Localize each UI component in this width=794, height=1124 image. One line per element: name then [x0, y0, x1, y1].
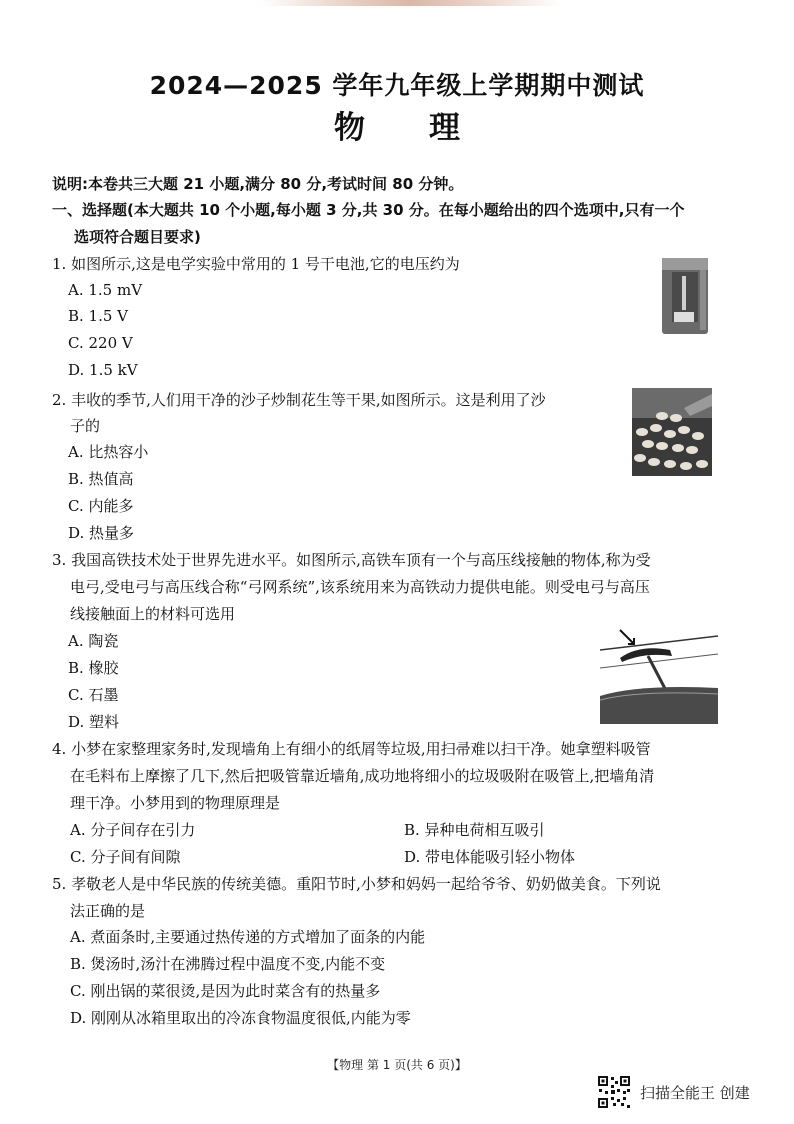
q3-option-b: B. 橡胶 [68, 659, 119, 677]
q2-option-b: B. 热值高 [68, 470, 134, 488]
peanuts-image [632, 388, 712, 476]
q5-option-b: B. 煲汤时,汤汁在沸腾过程中温度不变,内能不变 [70, 955, 386, 973]
page-footer: 【物理 第 1 页(共 6 页)】 [327, 1058, 467, 1072]
question-5-stem: 5. 孝敬老人是中华民族的传统美德。重阳节时,小梦和妈妈一起给爷爷、奶奶做美食。下列说 [52, 875, 661, 893]
q1-option-b: B. 1.5 V [68, 307, 129, 325]
question-5-stem-cont: 法正确的是 [70, 902, 146, 920]
battery-image [660, 256, 710, 336]
q3-option-c: C. 石墨 [68, 686, 119, 704]
exam-subject: 物理 [334, 110, 524, 146]
qr-code-icon [597, 1075, 631, 1109]
q2-option-a: A. 比热容小 [68, 443, 149, 461]
q1-option-a: A. 1.5 mV [68, 281, 143, 299]
question-3-stem: 3. 我国高铁技术处于世界先进水平。如图所示,高铁车顶有一个与高压线接触的物体,称为受 [52, 551, 651, 569]
q3-option-a: A. 陶瓷 [68, 632, 119, 650]
q1-option-d: D. 1.5 kV [68, 361, 138, 379]
q4-option-b: B. 异种电荷相互吸引 [404, 821, 545, 839]
q2-option-d: D. 热量多 [68, 524, 135, 542]
question-4-stem-cont1: 在毛料布上摩擦了几下,然后把吸管靠近墙角,成功地将细小的垃圾吸附在吸管上,把墙角清 [70, 767, 655, 785]
question-2-stem: 2. 丰收的季节,人们用干净的沙子炒制花生等干果,如图所示。这是利用了沙 [52, 391, 546, 409]
scanner-watermark: 扫描全能王 创建 [640, 1084, 750, 1102]
q5-option-a: A. 煮面条时,主要通过热传递的方式增加了面条的内能 [70, 928, 426, 946]
section-heading: 一、选择题(本大题共 10 个小题,每小题 3 分,共 30 分。在每小题给出的四个选项中,只有一个 [52, 201, 685, 219]
question-1-stem: 1. 如图所示,这是电学实验中常用的 1 号干电池,它的电压约为 [52, 255, 460, 273]
q4-option-c: C. 分子间有间隙 [70, 848, 181, 866]
exam-title: 2024—2025 学年九年级上学期期中测试 [149, 71, 645, 100]
q1-option-c: C. 220 V [68, 334, 133, 352]
top-color-band [260, 0, 560, 6]
section-heading-cont: 选项符合题目要求) [74, 228, 201, 246]
instructions: 说明:本卷共三大题 21 小题,满分 80 分,考试时间 80 分钟。 [52, 175, 464, 193]
q4-option-d: D. 带电体能吸引轻小物体 [404, 848, 576, 866]
q2-option-c: C. 内能多 [68, 497, 134, 515]
question-4-stem-cont2: 理干净。小梦用到的物理原理是 [70, 794, 281, 812]
question-3-stem-cont2: 线接触面上的材料可选用 [70, 605, 236, 623]
q4-option-a: A. 分子间存在引力 [70, 821, 196, 839]
question-3-stem-cont1: 电弓,受电弓与高压线合称“弓网系统”,该系统用来为高铁动力提供电能。则受电弓与高压 [70, 578, 650, 596]
q5-option-c: C. 刚出锅的菜很烫,是因为此时菜含有的热量多 [70, 982, 381, 1000]
question-2-stem-cont: 子的 [70, 417, 101, 435]
pantograph-image [600, 628, 718, 724]
question-4-stem: 4. 小梦在家整理家务时,发现墙角上有细小的纸屑等垃圾,用扫帚难以扫干净。她拿塑料吸管 [52, 740, 651, 758]
q3-option-d: D. 塑料 [68, 713, 120, 731]
q5-option-d: D. 刚刚从冰箱里取出的冷冻食物温度很低,内能为零 [70, 1009, 411, 1027]
